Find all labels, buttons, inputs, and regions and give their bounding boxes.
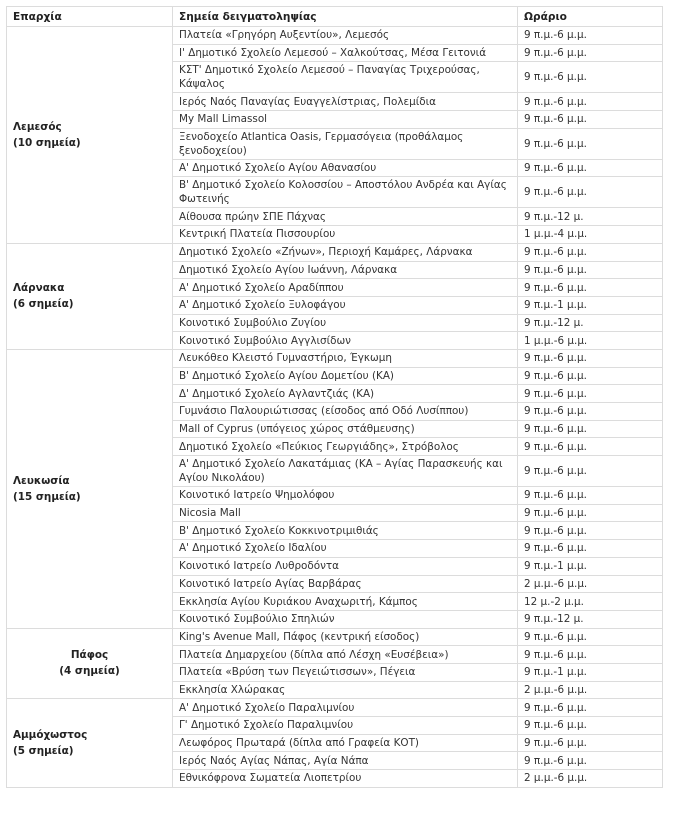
district-name: Λευκωσία [13,474,70,487]
sampling-point-cell: Ξενοδοχείο Atlantica Oasis, Γερμασόγεια (προθάλαμος ξενοδοχείου) [173,128,518,159]
sampling-point-cell: Δημοτικό Σχολείο «Πεύκιος Γεωργιάδης», Στρόβολος [173,438,518,456]
hours-cell: 9 π.μ.-6 μ.μ. [518,420,663,438]
sampling-point-cell: Εκκλησία Χλώρακας [173,681,518,699]
sampling-point-cell: Mall of Cyprus (υπόγειος χώρος στάθμευσης) [173,420,518,438]
sampling-point-cell: Α' Δημοτικό Σχολείο Παραλιμνίου [173,699,518,717]
hours-cell: 9 π.μ.-6 μ.μ. [518,438,663,456]
sampling-point-cell: Ιερός Ναός Παναγίας Ευαγγελίστριας, Πολεμίδια [173,93,518,111]
hours-cell: 9 π.μ.-6 μ.μ. [518,646,663,664]
sampling-point-cell: Β' Δημοτικό Σχολείο Κοκκινοτριμιθιάς [173,522,518,540]
hours-cell: 9 π.μ.-6 μ.μ. [518,261,663,279]
district-cell [7,243,173,349]
sampling-point-cell: Ιερός Ναός Αγίας Νάπας, Αγία Νάπα [173,752,518,770]
sampling-point-cell: Κοινοτικό Συμβούλιο Αγγλισίδων [173,332,518,350]
district-cell [7,628,173,699]
hours-cell: 9 π.μ.-6 μ.μ. [518,93,663,111]
hours-cell: 9 π.μ.-6 μ.μ. [518,111,663,129]
hours-cell: 9 π.μ.-6 μ.μ. [518,279,663,297]
district-cell [7,349,173,628]
hours-cell: 9 π.μ.-12 μ. [518,208,663,226]
hours-cell: 9 π.μ.-6 μ.μ. [518,128,663,159]
sampling-point-cell: Κοινοτικό Συμβούλιο Σπηλιών [173,610,518,628]
hours-cell: 9 π.μ.-12 μ. [518,610,663,628]
sampling-point-cell: Α' Δημοτικό Σχολείο Ιδαλίου [173,540,518,558]
district-name: Αμμόχωστος [13,729,88,742]
table-row [7,349,663,367]
hours-cell: 9 π.μ.-1 μ.μ. [518,663,663,681]
table-row [7,628,663,646]
table-header-row [7,7,663,27]
hours-cell: 9 π.μ.-6 μ.μ. [518,349,663,367]
sampling-point-cell: My Mall Limassol [173,111,518,129]
hours-cell: 2 μ.μ.-6 μ.μ. [518,681,663,699]
sampling-point-cell: Αίθουσα πρώην ΣΠΕ Πάχνας [173,208,518,226]
hours-cell: 9 π.μ.-6 μ.μ. [518,177,663,208]
sampling-point-cell: Β' Δημοτικό Σχολείο Αγίου Δομετίου (ΚΑ) [173,367,518,385]
sampling-point-cell: Α' Δημοτικό Σχολείο Αγίου Αθανασίου [173,159,518,177]
hours-cell: 9 π.μ.-6 μ.μ. [518,159,663,177]
hours-cell: 9 π.μ.-6 μ.μ. [518,367,663,385]
hours-cell: 9 π.μ.-6 μ.μ. [518,717,663,735]
sampling-point-cell: ΚΣΤ' Δημοτικό Σχολείο Λεμεσού – Παναγίας Τριχερούσας, Κάψαλος [173,62,518,93]
column-header-hours: Ωράριο [518,7,663,27]
sampling-point-cell: Πλατεία Δημαρχείου (δίπλα από Λέσχη «Ευσέβεια») [173,646,518,664]
sampling-point-cell: Β' Δημοτικό Σχολείο Κολοσσίου – Αποστόλου Ανδρέα και Αγίας Φωτεινής [173,177,518,208]
hours-cell: 9 π.μ.-6 μ.μ. [518,243,663,261]
hours-cell: 1 μ.μ.-4 μ.μ. [518,226,663,244]
district-name: Πάφος [70,649,109,662]
sampling-point-cell: Κοινοτικό Ιατρείο Λυθροδόντα [173,557,518,575]
hours-cell: 9 π.μ.-6 μ.μ. [518,628,663,646]
table-row [7,699,663,717]
hours-cell: 9 π.μ.-6 μ.μ. [518,44,663,62]
sampling-point-cell: Α' Δημοτικό Σχολείο Αραδίππου [173,279,518,297]
sampling-point-cell: Εθνικόφρονα Σωματεία Λιοπετρίου [173,770,518,788]
column-header-district: Επαρχία [7,7,173,27]
hours-cell: 9 π.μ.-6 μ.μ. [518,504,663,522]
sampling-point-cell: Εκκλησία Αγίου Κυριάκου Αναχωριτή, Κάμπος [173,593,518,611]
sampling-point-cell: Ι' Δημοτικό Σχολείο Λεμεσού – Χαλκούτσας, Μέσα Γειτονιά [173,44,518,62]
hours-cell: 9 π.μ.-6 μ.μ. [518,385,663,403]
hours-cell: 9 π.μ.-6 μ.μ. [518,62,663,93]
hours-cell: 9 π.μ.-6 μ.μ. [518,699,663,717]
hours-cell: 9 π.μ.-6 μ.μ. [518,752,663,770]
sampling-point-cell: King's Avenue Mall, Πάφος (κεντρική είσοδος) [173,628,518,646]
district-name: Λεμεσός [13,120,62,133]
hours-cell: 1 μ.μ.-6 μ.μ. [518,332,663,350]
sampling-point-cell: Δημοτικό Σχολείο Αγίου Ιωάννη, Λάρνακα [173,261,518,279]
sampling-point-cell: Λευκόθεο Κλειστό Γυμναστήριο, Έγκωμη [173,349,518,367]
sampling-points-table [6,6,663,788]
hours-cell: 9 π.μ.-6 μ.μ. [518,734,663,752]
district-point-count: (5 σημεία) [13,745,74,758]
sampling-point-cell: Α' Δημοτικό Σχολείο Λακατάμιας (ΚΑ – Αγίας Παρασκευής και Αγίου Νικολάου) [173,456,518,487]
district-point-count: (15 σημεία) [13,490,81,503]
hours-cell: 9 π.μ.-6 μ.μ. [518,403,663,421]
district-point-count: (10 σημεία) [13,136,81,149]
hours-cell: 9 π.μ.-1 μ.μ. [518,557,663,575]
sampling-point-cell: Δ' Δημοτικό Σχολείο Αγλαντζιάς (ΚΑ) [173,385,518,403]
sampling-point-cell: Κοινοτικό Ιατρείο Ψημολόφου [173,487,518,505]
district-point-count: (6 σημεία) [13,298,74,311]
sampling-point-cell: Πλατεία «Γρηγόρη Αυξεντίου», Λεμεσός [173,27,518,45]
sampling-point-cell: Γυμνάσιο Παλουριώτισσας (είσοδος από Οδό Λυσίππου) [173,403,518,421]
column-header-point: Σημεία δειγματοληψίας [173,7,518,27]
district-point-count: (4 σημεία) [59,665,120,678]
hours-cell: 2 μ.μ.-6 μ.μ. [518,770,663,788]
district-cell [7,27,173,244]
hours-cell: 12 μ.-2 μ.μ. [518,593,663,611]
hours-cell: 9 π.μ.-1 μ.μ. [518,296,663,314]
table-row [7,243,663,261]
hours-cell: 9 π.μ.-6 μ.μ. [518,487,663,505]
sampling-point-cell: Κεντρική Πλατεία Πισσουρίου [173,226,518,244]
sampling-point-cell: Γ' Δημοτικό Σχολείο Παραλιμνίου [173,717,518,735]
hours-cell: 9 π.μ.-6 μ.μ. [518,456,663,487]
sampling-point-cell: Α' Δημοτικό Σχολείο Ξυλοφάγου [173,296,518,314]
hours-cell: 9 π.μ.-6 μ.μ. [518,540,663,558]
district-cell [7,699,173,787]
sampling-point-cell: Nicosia Mall [173,504,518,522]
sampling-point-cell: Δημοτικό Σχολείο «Ζήνων», Περιοχή Καμάρες, Λάρνακα [173,243,518,261]
district-name: Λάρνακα [13,282,65,295]
table-body [7,27,663,788]
sampling-point-cell: Κοινοτικό Συμβούλιο Ζυγίου [173,314,518,332]
sampling-point-cell: Λεωφόρος Πρωταρά (δίπλα από Γραφεία ΚΟΤ) [173,734,518,752]
hours-cell: 9 π.μ.-6 μ.μ. [518,522,663,540]
sampling-point-cell: Κοινοτικό Ιατρείο Αγίας Βαρβάρας [173,575,518,593]
hours-cell: 9 π.μ.-12 μ. [518,314,663,332]
table-row [7,27,663,45]
hours-cell: 2 μ.μ.-6 μ.μ. [518,575,663,593]
sampling-point-cell: Πλατεία «Βρύση των Πεγειώτισσων», Πέγεια [173,663,518,681]
hours-cell: 9 π.μ.-6 μ.μ. [518,27,663,45]
